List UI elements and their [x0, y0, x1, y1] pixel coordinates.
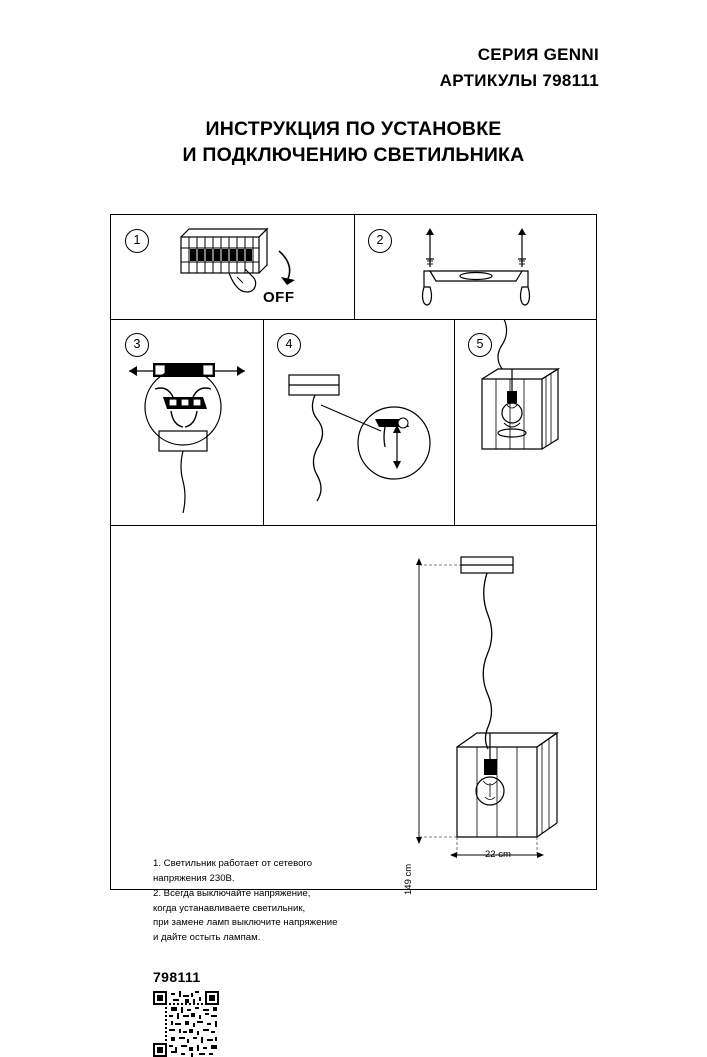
qr-code [153, 991, 219, 1057]
page-title [0, 116, 707, 169]
step-panel-2 [354, 215, 598, 319]
summary-panel [111, 525, 598, 985]
note-line-5: при замене ламп выключите напряжение [153, 917, 338, 929]
note-line-3: 2. Всегда выключайте напряжение, [153, 887, 311, 899]
step-3-illustration [111, 319, 263, 525]
note-line-2: напряжения 230В. [153, 872, 235, 884]
series-label: СЕРИЯ GENNI [477, 45, 599, 64]
step-2-illustration [354, 215, 598, 319]
step-5-illustration [454, 319, 598, 525]
step-badge-5-text: 5 [476, 337, 484, 351]
product-code: 798111 [153, 969, 201, 985]
step-badge-1: 1 [125, 229, 149, 253]
page-title-line2: И ПОДКЛЮЧЕНИЮ СВЕТИЛЬНИКА [182, 144, 525, 167]
product-elevation-drawing [361, 539, 591, 869]
step-panel-3 [111, 319, 263, 525]
step-1-illustration [111, 215, 354, 319]
header [440, 44, 599, 92]
step-panel-5 [454, 319, 598, 525]
step-panel-1 [111, 215, 354, 319]
step-badge-2-text: 2 [376, 233, 384, 247]
step-panel-4 [263, 319, 454, 525]
dimension-height-label: 149 cm [403, 863, 414, 895]
step-4-illustration [263, 319, 454, 525]
diagram-frame [110, 214, 597, 985]
step-badge-4-text: 4 [285, 337, 293, 351]
page-title-line1: ИНСТРУКЦИЯ ПО УСТАНОВКЕ [205, 118, 502, 140]
safety-notes [153, 857, 393, 946]
article-label: АРТИКУЛЫ 798111 [439, 71, 599, 91]
note-line-4: когда устанавливаете светильник, [153, 902, 306, 914]
note-line-6: и дайте остыть лампам. [153, 932, 261, 944]
dimension-width-label: 22 cm [485, 849, 511, 860]
note-line-1: 1. Светильник работает от сетевого [153, 858, 313, 869]
step-badge-3-text: 3 [133, 337, 141, 351]
off-label: OFF [263, 289, 295, 306]
